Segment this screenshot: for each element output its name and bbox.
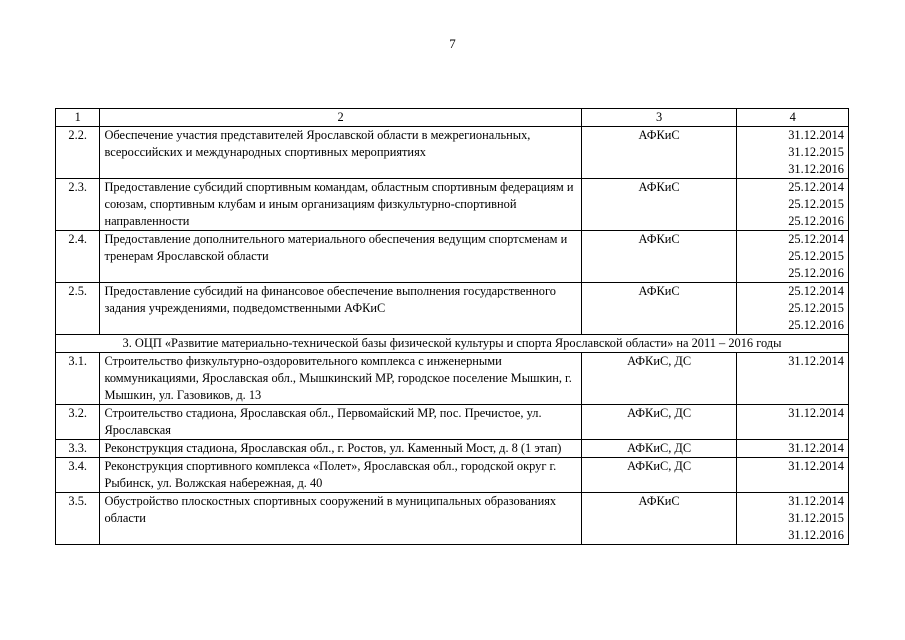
row-number: 3.2. [56, 405, 100, 440]
page-number: 7 [449, 36, 456, 51]
table-row [56, 353, 849, 405]
deadline-date: 25.12.2015 [788, 301, 844, 315]
executor: АФКиС [581, 179, 737, 231]
column-header-3: 3 [581, 109, 737, 127]
deadline-date: 31.12.2016 [788, 528, 844, 542]
deadline-date: 31.12.2014 [788, 494, 844, 508]
deadline-date: 31.12.2015 [788, 511, 844, 525]
executor: АФКиС, ДС [581, 353, 737, 405]
column-header-1: 1 [56, 109, 100, 127]
deadline-cell [737, 179, 849, 231]
deadline-date: 25.12.2014 [788, 284, 844, 298]
deadline-cell [737, 231, 849, 283]
activities-table [55, 108, 849, 545]
table-row [56, 405, 849, 440]
deadline-date: 25.12.2016 [788, 318, 844, 332]
executor: АФКиС, ДС [581, 405, 737, 440]
executor: АФКиС, ДС [581, 458, 737, 493]
table-row [56, 440, 849, 458]
deadline-cell [737, 127, 849, 179]
activity-description: Предоставление субсидий спортивным командам, областным спортивным федерациям и союзам, спортивным клубам и иным организациям физкультурно-спортивной направленности [100, 179, 581, 231]
deadline-cell [737, 493, 849, 545]
row-number: 3.5. [56, 493, 100, 545]
row-number: 2.2. [56, 127, 100, 179]
row-number: 3.4. [56, 458, 100, 493]
deadline-cell [737, 405, 849, 440]
activity-description: Реконструкция спортивного комплекса «Полет», Ярославская обл., городской округ г. Рыбинск, ул. Волжская набережная, д. 40 [100, 458, 581, 493]
table-row [56, 493, 849, 545]
section-title: 3. ОЦП «Развитие материально-технической базы физической культуры и спорта Ярославской области» на 2011 – 2016 годы [56, 335, 849, 353]
column-header-4: 4 [737, 109, 849, 127]
executor: АФКиС [581, 231, 737, 283]
deadline-date: 31.12.2016 [788, 162, 844, 176]
deadline-date: 25.12.2016 [788, 214, 844, 228]
deadline-cell [737, 458, 849, 493]
deadline-date: 31.12.2015 [788, 145, 844, 159]
deadline-date: 25.12.2015 [788, 249, 844, 263]
row-number: 2.3. [56, 179, 100, 231]
table-header-row [56, 109, 849, 127]
executor: АФКиС, ДС [581, 440, 737, 458]
deadline-date: 31.12.2014 [788, 459, 844, 473]
activity-description: Предоставление дополнительного материального обеспечения ведущим спортсменам и тренерам Ярославской области [100, 231, 581, 283]
activity-description: Обустройство плоскостных спортивных сооружений в муниципальных образованиях области [100, 493, 581, 545]
deadline-date: 31.12.2014 [788, 354, 844, 368]
deadline-date: 25.12.2015 [788, 197, 844, 211]
activity-description: Строительство физкультурно-оздоровительного комплекса с инженерными коммуникациями, Ярославская обл., Мышкинский МР, городское поселение Мышкин, г. Мышкин, ул. Газовиков, д. 13 [100, 353, 581, 405]
column-header-2: 2 [100, 109, 581, 127]
deadline-date: 31.12.2014 [788, 406, 844, 420]
deadline-date: 25.12.2016 [788, 266, 844, 280]
activity-description: Реконструкция стадиона, Ярославская обл., г. Ростов, ул. Каменный Мост, д. 8 (1 этап) [100, 440, 581, 458]
activity-description: Строительство стадиона, Ярославская обл., Первомайский МР, пос. Пречистое, ул. Ярославская [100, 405, 581, 440]
deadline-date: 25.12.2014 [788, 232, 844, 246]
row-number: 2.4. [56, 231, 100, 283]
row-number: 3.3. [56, 440, 100, 458]
table-body [56, 109, 849, 545]
table-row [56, 179, 849, 231]
executor: АФКиС [581, 493, 737, 545]
table-row [56, 283, 849, 335]
executor: АФКиС [581, 127, 737, 179]
deadline-cell [737, 440, 849, 458]
activity-description: Обеспечение участия представителей Ярославской области в межрегиональных, всероссийских и международных спортивных мероприятиях [100, 127, 581, 179]
activity-description: Предоставление субсидий на финансовое обеспечение выполнения государственного задания учреждениями, подведомственными АФКиС [100, 283, 581, 335]
table-row [56, 127, 849, 179]
table-row [56, 458, 849, 493]
deadline-date: 25.12.2014 [788, 180, 844, 194]
section-row [56, 335, 849, 353]
row-number: 3.1. [56, 353, 100, 405]
deadline-date: 31.12.2014 [788, 441, 844, 455]
deadline-cell [737, 283, 849, 335]
row-number: 2.5. [56, 283, 100, 335]
deadline-cell [737, 353, 849, 405]
deadline-date: 31.12.2014 [788, 128, 844, 142]
table-row [56, 231, 849, 283]
executor: АФКиС [581, 283, 737, 335]
